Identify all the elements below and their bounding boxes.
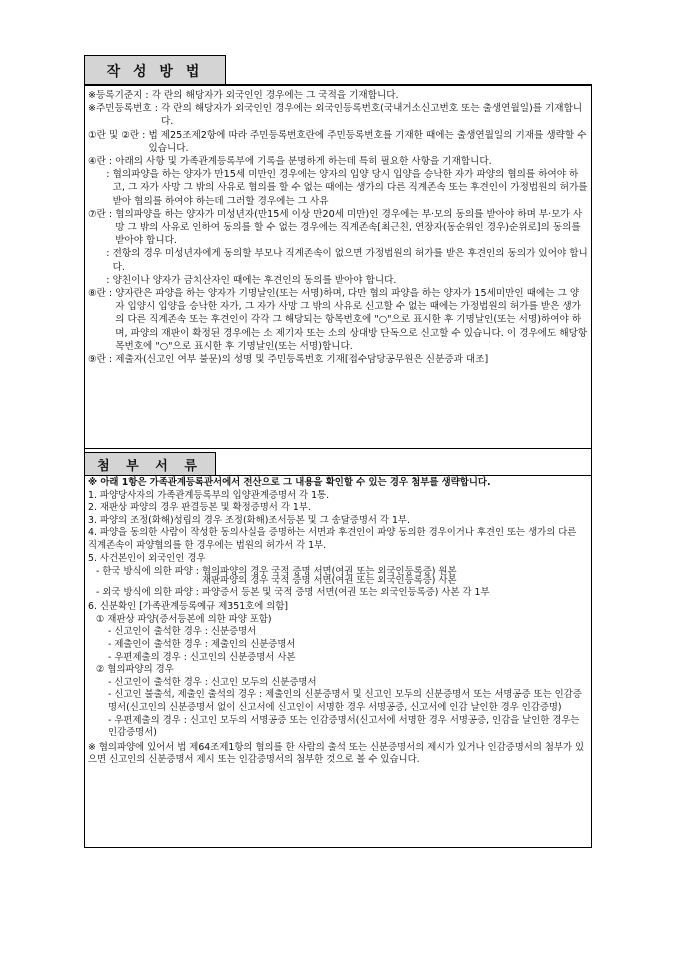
foreign-domestic-details [202, 567, 457, 585]
foreign-domestic-item [88, 567, 588, 585]
instruction-text: 각 란의 해당자가 외국인인 경우에는 외국인등록번호(국내거소신고번호 또는 출생연월일)를 기재합니다. [160, 103, 583, 128]
instruction-item [88, 247, 588, 273]
foreign-domestic-line: 협의파양의 경우 국적 증명 서면(여권 또는 외국인등록증) 원본 [201, 566, 457, 578]
instruction-item [88, 287, 588, 353]
instruction-text: 양친이나 양자가 금치산자인 때에는 후견인의 동의를 받아야 합니다. [112, 274, 397, 286]
instruction-text: 전항의 경우 미성년자에게 동의할 부모나 직계존속이 없으면 가정법원의 허가를 받은 후견인의 동의가 있어야 합니다. [112, 248, 588, 273]
foreign-domestic-line: 재판파양의 경우 국적 증명 서면(여권 또는 외국인등록증) 사본 [201, 575, 457, 587]
instruction-text: 제출자(신고인 여부 불문)의 성명 및 주민등록번호 기재[접수담당공무원은 신분증과 대조] [115, 354, 489, 366]
attachments-divider [84, 475, 592, 476]
instruction-label: ①란 및 ②란 : [88, 129, 149, 141]
instruction-label: ⑦란 : [88, 208, 116, 220]
instruction-item [88, 208, 588, 248]
instruction-item [88, 89, 588, 102]
writing-method-title: 작 성 방 법 [106, 63, 204, 80]
instruction-item [88, 168, 588, 208]
instruction-label: ④란 : [88, 156, 116, 168]
instruction-text: 양자란은 파양을 하는 양자가 기명날인(또는 서명)하며, 다만 협의 파양을 하는 양자가 15세미만인 때에는 그 양자 입양시 입양을 승낙한 자가, 그 자가 사망 그 밖의 사유로 신고할 수 없는 때에는 가정법원의 허가를 받은 생가의 다른 직계존속 또는 후견인이 각각 그 해당되는 항목번호에 "○"으로 표시한 후 기명날인(또는 서명)하여야 하며, 파양의 재판이 확정된 경우에는 소 제기자 또는 소의 상대방 단독으로 신고할 수 있습니다. 이 경우에도 해당항목번호에 "○"으로 표시한 후 기명날인(또는 서명)합니다. [115, 288, 588, 352]
instruction-text: 협의파양을 하는 양자가 만15세 미만인 경우에는 양자의 입양 당시 입양을 승낙한 자가 파양의 협의를 하여야 하고, 그 자가 사망 그 밖의 사유로 협의를 할 수 없는 때에는 생가의 다른 직계존속 또는 후견인이 가정법원의 허가를 받아 협의를 하여야 하는데 그러할 경우에는 그 사유 [112, 169, 588, 207]
instruction-label: : [88, 274, 113, 286]
foreign-domestic-label: - 한국 방식에 의한 파양 : [96, 566, 202, 578]
attachment-item: 3. 파양의 조정(화해)성립의 경우 조정(화해)조서등본 및 그 송달증명서 각 1부. [88, 514, 410, 526]
writing-method-tab [84, 55, 226, 85]
attachment-item: 4. 파양을 동의한 사람이 작성한 동의사실을 증명하는 서면과 후견인이 파양 동의한 경우이거나 후견인 또는 생가의 다른 직계존속이 파양협의를 한 경우에는 법원의 허가서 각 1부. [88, 527, 577, 551]
instruction-label: : [88, 169, 113, 181]
instruction-item [88, 129, 588, 155]
agree-item: - 신고인이 출석한 경우 : 신고인 모두의 신분증명서 [108, 676, 317, 688]
section-divider [84, 448, 592, 449]
instruction-label: ※등록기준지 : [88, 90, 152, 101]
agree-title: ② 협의파양의 경우 [96, 664, 174, 676]
instruction-label: ⑨란 : [88, 354, 116, 366]
instruction-item [88, 102, 588, 128]
instruction-item [88, 274, 588, 287]
attachments-tab [84, 452, 216, 476]
instruction-text: 법 제25조제2항에 따라 주민등록번호란에 주민등록번호를 기재한 때에는 출생연월일의 기재를 생략할 수 있습니다. [148, 129, 587, 154]
instruction-label: ⑧란 : [88, 288, 116, 300]
agree-item: - 우편제출의 경우 : 신고인 모두의 서명공증 또는 인감증명서(신고서에 서명한 경우 서명공증, 인감을 날인한 경우는 인감증명서) [108, 714, 580, 739]
attachments-title: 첨 부 서 류 [97, 458, 203, 474]
trial-item: - 우편제출의 경우 : 신고인의 신분증명서 사본 [108, 651, 296, 663]
instruction-text: 협의파양을 하는 양자가 미성년자(만15세 이상 만20세 미만)인 경우에는 부·모의 동의를 받아야 하며 부·모가 사망 그 밖의 사유로 인하여 동의를 할 수 없는 경우에는 직계존속[최근친, 연장자(동순위인 경우)순위로]의 동의를 받아야 합니다. [115, 208, 583, 247]
attachment-item: 2. 재판상 파양의 경우 판결등본 및 확정증명서 각 1부. [88, 502, 311, 514]
foreign-abroad-item: - 외국 방식에 의한 파양 : 파양증서 등본 및 국적 증명 서면(여권 또는 외국인등록증) 사본 각 1부 [96, 587, 490, 599]
trial-item: - 신고인이 출석한 경우 : 신분증명서 [108, 626, 257, 638]
agree-item: - 신고인 불출석, 제출인 출석의 경우 : 제출인의 신분증명서 및 신고인 모두의 신분증명서 또는 서명공증 또는 인감증명서(신고인의 신분증명서 없이 신고서에 신고인이 서명한 경우 서명공증, 신고서에 인감 날인한 경우 인감증명) [108, 689, 582, 713]
trial-item: - 제출인이 출석한 경우 : 제출인의 신분증명서 [108, 638, 296, 650]
instruction-text: 아래의 사항 및 가족관계등록부에 기록을 분명하게 하는데 특히 필요한 사항을 기재합니다. [115, 156, 492, 168]
instruction-text: 각 란의 해당자가 외국인인 경우에는 그 국적을 기재합니다. [151, 90, 399, 101]
instruction-label: ※주민등록번호 : [88, 103, 161, 115]
id-check-title: 6. 신분확인 [가족관계등록예규 제351호에 의함] [88, 601, 289, 613]
instruction-item [88, 353, 588, 366]
writing-method-divider [84, 84, 592, 86]
writing-method-section [88, 89, 588, 366]
attachments-section [88, 477, 588, 767]
instruction-label: : [88, 248, 113, 260]
trial-title: ① 재판상 파양(증서등본에 의한 파양 포함) [96, 613, 272, 625]
attachment-footer: ※ 협의파양에 있어서 법 제64조제1항의 협의를 한 사람의 출석 또는 신분증명서의 제시가 있거나 인감증명서의 첨부가 있으면 신고인의 신분증명서 제시 또는 인감증명서의 첨부한 것으로 볼 수 있습니다. [88, 741, 585, 766]
attachment-item: 1. 파양당사자의 가족관계등록부의 입양관계증명서 각 1통. [88, 489, 330, 501]
attachment-item: 5. 사건본인이 외국인인 경우 [88, 552, 206, 564]
attachment-notice: ※ 아래 1항은 가족관계등록관서에서 전산으로 그 내용을 확인할 수 있는 경우 첨부를 생략합니다. [88, 477, 491, 488]
instruction-item [88, 155, 588, 168]
